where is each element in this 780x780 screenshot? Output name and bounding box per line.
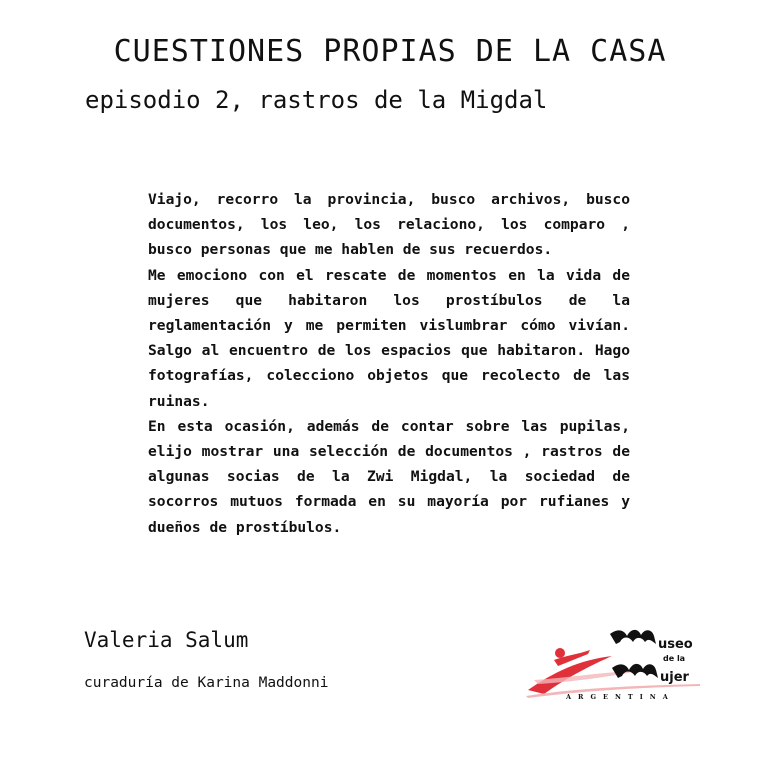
logo-word-ujer: ujer (660, 670, 689, 685)
logo-word-argentina: ARGENTINA (566, 693, 675, 701)
body-paragraph-2: Me emociono con el rescate de momentos en la vida de mujeres que habitaron los prostíbulos de la reglamentación y me permiten vislumbrar cómo vivían. Salgo al encuentro de los espacios que habitaron. Hago fotografías, colecciono objetos que recolecto de las ruinas. (148, 266, 630, 410)
logo-m-brush-top (610, 630, 656, 644)
logo-figure-head (555, 648, 565, 658)
logo-m-brush-bottom (612, 664, 658, 678)
body-paragraph-3: En esta ocasión, además de contar sobre las pupilas, elijo mostrar una selección de documentos , rastros de algunas socias de la Zwi Migdal, la sociedad de socorros mutuos formada en su mayoría por rufianes y dueños de prostíbulos. (148, 417, 630, 536)
logo-word-useo: useo (658, 637, 693, 652)
logo-word-de-la: de la (663, 654, 686, 663)
author-name: Valeria Salum (84, 628, 249, 652)
logo-graphic (524, 620, 704, 702)
page-title: CUESTIONES PROPIAS DE LA CASA (113, 34, 667, 69)
curator-credit: curaduría de Karina Maddonni (84, 675, 329, 691)
body-text (148, 187, 630, 540)
body-paragraph-1: Viajo, recorro la provincia, busco archivos, busco documentos, los leo, los relaciono, los comparo , busco personas que me hablen de sus recuerdos. (148, 191, 630, 259)
page-subtitle: episodio 2, rastros de la Migdal (85, 86, 548, 114)
museo-de-la-mujer-logo (524, 620, 704, 702)
